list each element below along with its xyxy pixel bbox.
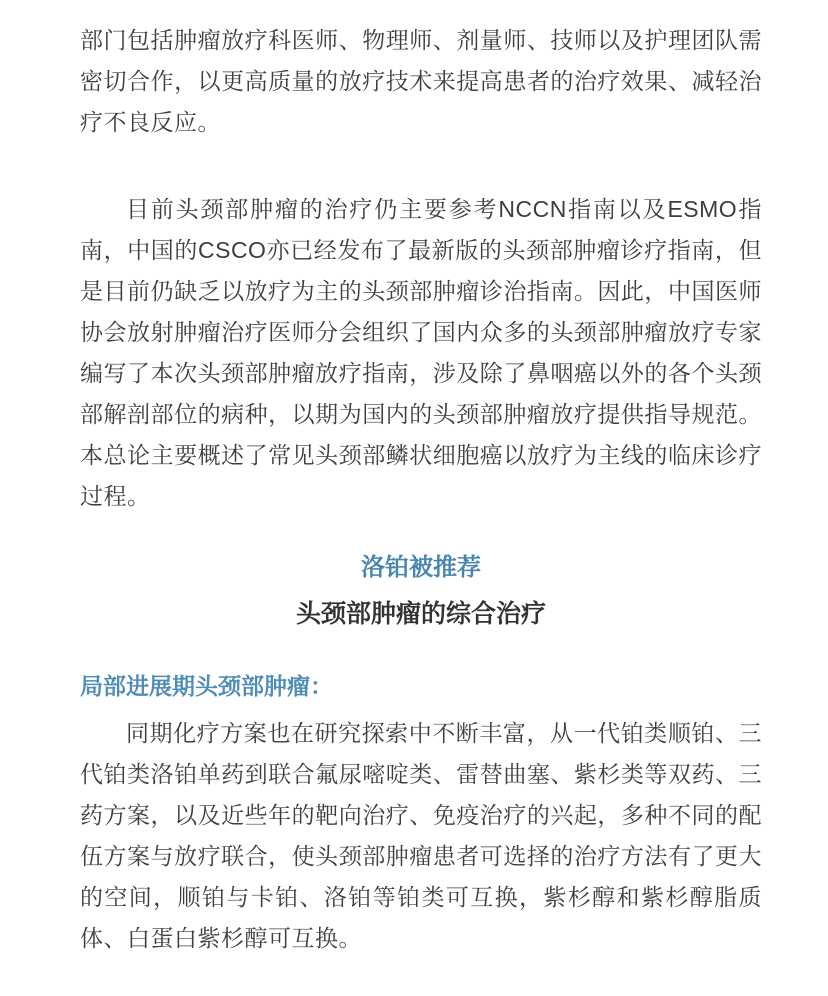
paragraph-guidelines: 目前头颈部肿瘤的治疗仍主要参考NCCN指南以及ESMO指南，中国的CSCO亦已经发布了最新版的头颈部肿瘤诊疗指南，但是目前仍缺乏以放疗为主的头颈部肿瘤诊治指南。因此，中国医师协会放射肿瘤治疗医师分会组织了国内众多的头颈部肿瘤放疗专家编写了本次头颈部肿瘤放疗指南，涉及除了鼻咽癌以外的各个头颈部解剖部位的病种，以期为国内的头颈部肿瘤放疗提供指导规范。本总论主要概述了常见头颈部鳞状细胞癌以放疗为主线的临床诊疗过程。 [80,196,762,509]
subsection-heading-locally-advanced: 局部进展期头颈部肿瘤： [80,673,333,699]
paragraph-concurrent-chemotherapy: 同期化疗方案也在研究探索中不断丰富，从一代铂类顺铂、三代铂类洛铂单药到联合氟尿嘧啶类、雷替曲塞、紫杉类等双药、三药方案，以及近些年的靶向治疗、免疫治疗的兴起，多种不同的配伍方案与放疗联合，使头颈部肿瘤患者可选择的治疗方法有了更大的空间，顺铂与卡铂、洛铂等铂类可互换，紫杉醇和紫杉醇脂质体、白蛋白紫杉醇可互换。 [80,720,762,951]
section-heading-comprehensive-treatment: 头颈部肿瘤的综合治疗 [295,600,546,628]
paragraph-team-cooperation: 部门包括肿瘤放疗科医师、物理师、剂量师、技师以及护理团队需密切合作，以更高质量的放疗技术来提高患者的治疗效果、减轻治疗不良反应。 [80,27,762,135]
highlight-heading-lobaplatin-recommended: 洛铂被推荐 [361,554,481,581]
